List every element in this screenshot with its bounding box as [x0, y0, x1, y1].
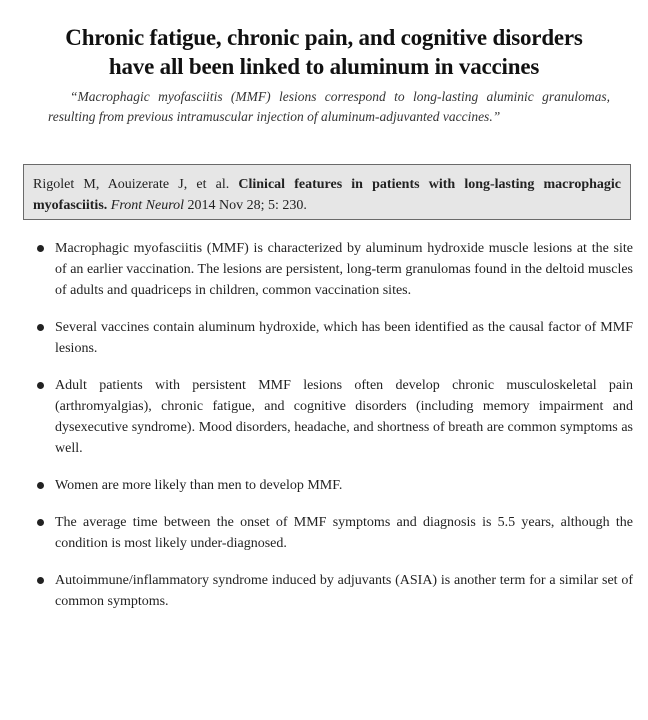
bullet-icon: [37, 482, 44, 489]
list-item: [33, 475, 633, 496]
list-item: [33, 238, 633, 301]
list-item-text: Women are more likely than men to develop MMF.: [55, 478, 343, 493]
list-item: [33, 375, 633, 459]
bullet-icon: [37, 245, 44, 252]
list-item-text: The average time between the onset of MMF symptoms and diagnosis is 5.5 years, although the condition is most likely under-diagnosed.: [55, 515, 633, 551]
pull-quote: “Macrophagic myofasciitis (MMF) lesions correspond to long-lasting aluminic granulomas, resulting from previous intramuscular injection of aluminum-adjuvanted vaccines.”: [48, 89, 610, 124]
bullet-icon: [37, 577, 44, 584]
list-item-text: Macrophagic myofasciitis (MMF) is characterized by aluminum hydroxide muscle lesions at the site of an earlier vaccination. The lesions are persistent, long-term granulomas found in the deltoid muscles of adults and quadriceps in children, common vaccination sites.: [55, 241, 633, 298]
page-title-line-2: have all been linked to aluminum in vaccines: [108, 54, 540, 80]
list-item-text: Several vaccines contain aluminum hydroxide, which has been identified as the causal factor of MMF lesions.: [55, 320, 633, 356]
citation-authors: Rigolet M, Aouizerate J, et al.: [33, 177, 230, 192]
citation-journal: Front Neurol: [110, 198, 185, 213]
citation-article-title: Clinical features in patients with long-lasting macrophagic myofasciitis.: [33, 177, 621, 213]
list-item-text: Adult patients with persistent MMF lesions often develop chronic musculoskeletal pain (arthromyalgias), chronic fatigue, and cognitive disorders (including memory impairment and dysexecutive syndrome). Mood disorders, headache, and shortness of breath are common symptoms as well.: [55, 378, 633, 456]
list-item: [33, 570, 633, 612]
bullet-icon: [37, 324, 44, 331]
page-title: [0, 23, 648, 81]
bullet-icon: [37, 382, 44, 389]
citation-details: 2014 Nov 28; 5: 230.: [187, 198, 307, 213]
page-title-line-1: Chronic fatigue, chronic pain, and cognitive disorders: [65, 25, 583, 51]
list-item: [33, 512, 633, 554]
list-item-text: Autoimmune/inflammatory syndrome induced by adjuvants (ASIA) is another term for a similar set of common symptoms.: [55, 573, 633, 609]
bullet-icon: [37, 519, 44, 526]
list-item: [33, 317, 633, 359]
citation-box: [23, 164, 631, 220]
key-points-list: [33, 238, 633, 628]
